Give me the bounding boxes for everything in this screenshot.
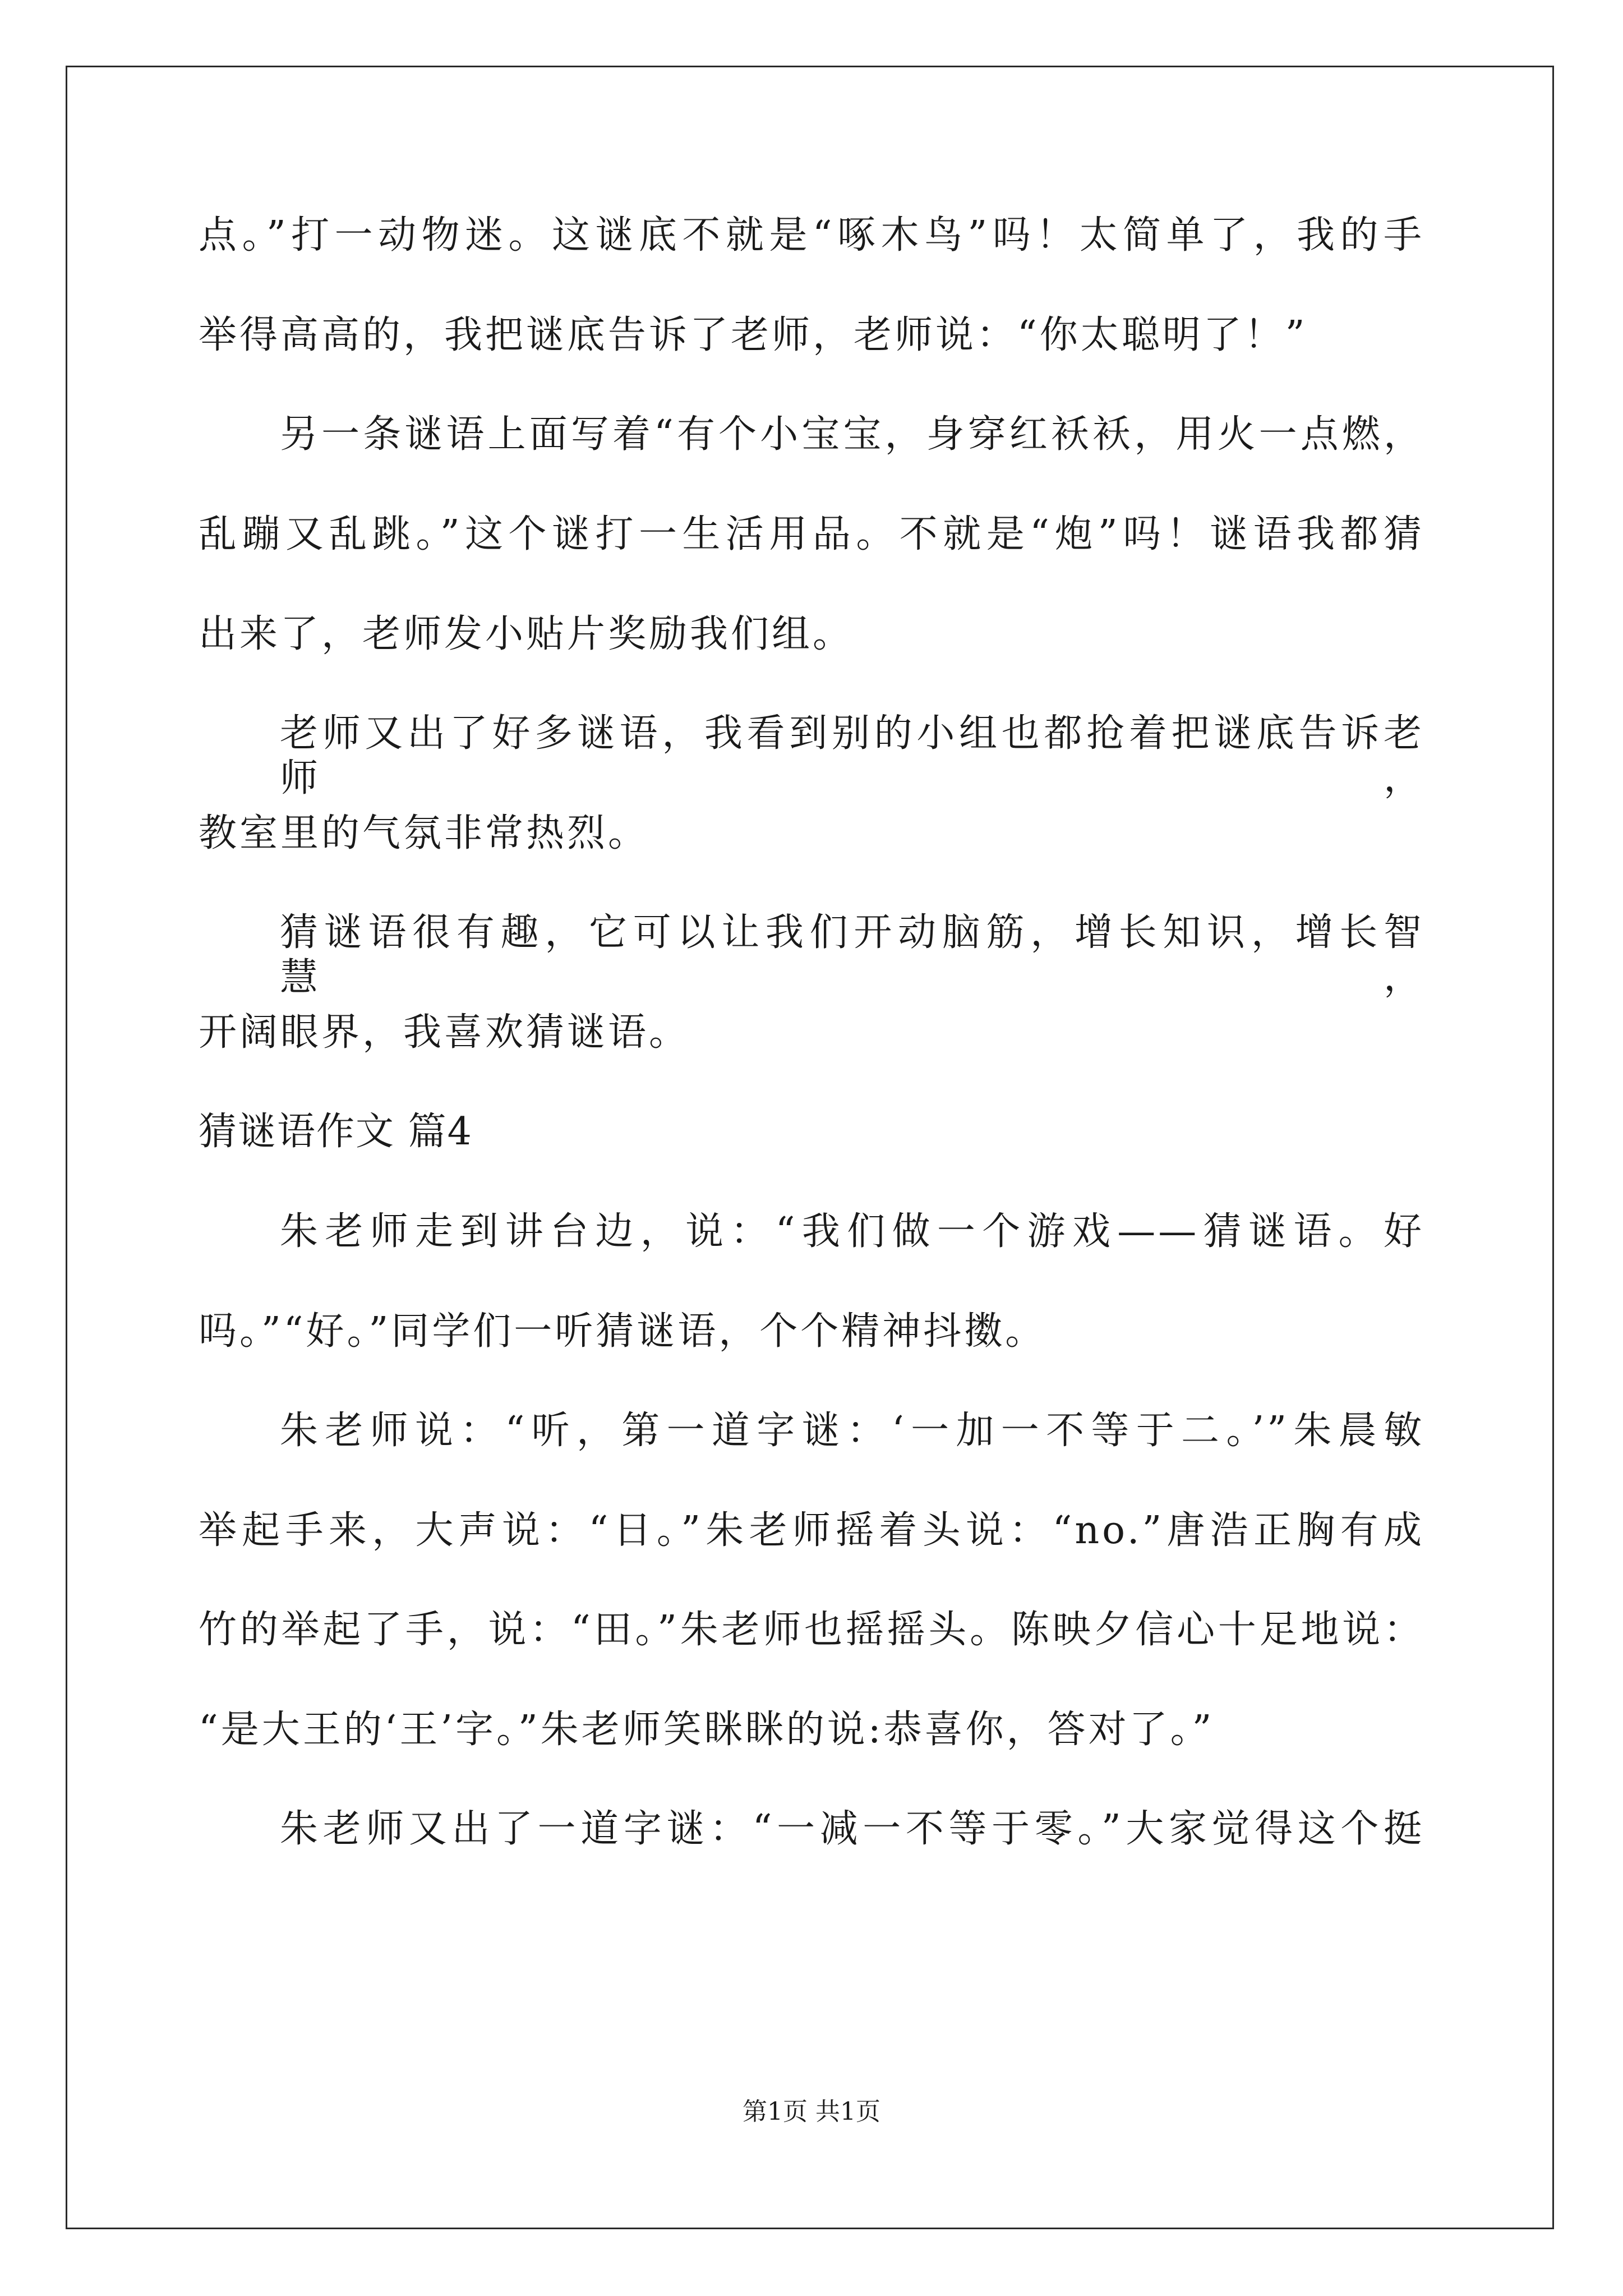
text-line: 吗。”“好。”同学们一听猜谜语，个个精神抖擞。 <box>199 1309 1046 1354</box>
text-line: 举起手来，大声说：“日。”朱老师摇着头说：“no.”唐浩正胸有成 <box>199 1508 1424 1553</box>
paragraph-start-line: 猜谜语很有趣，它可以让我们开动脑筋，增长知识，增长智慧， <box>280 910 1424 1000</box>
text-line: 乱蹦又乱跳。”这个谜打一生活用品。不就是“炮”吗！谜语我都猜 <box>199 512 1424 556</box>
paragraph-start-line: 朱老师走到讲台边，说：“我们做一个游戏——猜谜语。好 <box>280 1209 1424 1254</box>
paragraph-start-line: 朱老师又出了一道字谜：“一减一不等于零。”大家觉得这个挺 <box>280 1807 1424 1851</box>
paragraph-start-line: 朱老师说：“听，第一道字谜：‘一加一不等于二。’”朱晨敏 <box>280 1409 1424 1453</box>
text-line: 教室里的气氛非常热烈。 <box>199 811 649 855</box>
paragraph-start-line: 老师又出了好多谜语，我看到别的小组也都抢着把谜底告诉老师， <box>280 711 1424 800</box>
text-line: “是大王的‘王’字。”朱老师笑眯眯的说:恭喜你，答对了。” <box>199 1708 1215 1752</box>
text-line: 点。”打一动物迷。这谜底不就是“啄木鸟”吗！太简单了，我的手 <box>199 213 1424 257</box>
paragraph-start-line: 另一条谜语上面写着“有个小宝宝，身穿红袄袄，用火一点燃， <box>280 412 1425 457</box>
page-number-footer: 第1页 共1页 <box>743 2097 880 2126</box>
text-line: 开阔眼界，我喜欢猜谜语。 <box>199 1010 690 1055</box>
text-line: 出来了，老师发小贴片奖励我们组。 <box>199 612 854 656</box>
text-line: 举得高高的，我把谜底告诉了老师，老师说：“你太聪明了！” <box>199 313 1308 357</box>
section-heading: 猜谜语作文 篇4 <box>199 1110 473 1154</box>
text-line: 竹的举起了手，说：“田。”朱老师也摇摇头。陈映夕信心十足地说： <box>199 1608 1424 1652</box>
